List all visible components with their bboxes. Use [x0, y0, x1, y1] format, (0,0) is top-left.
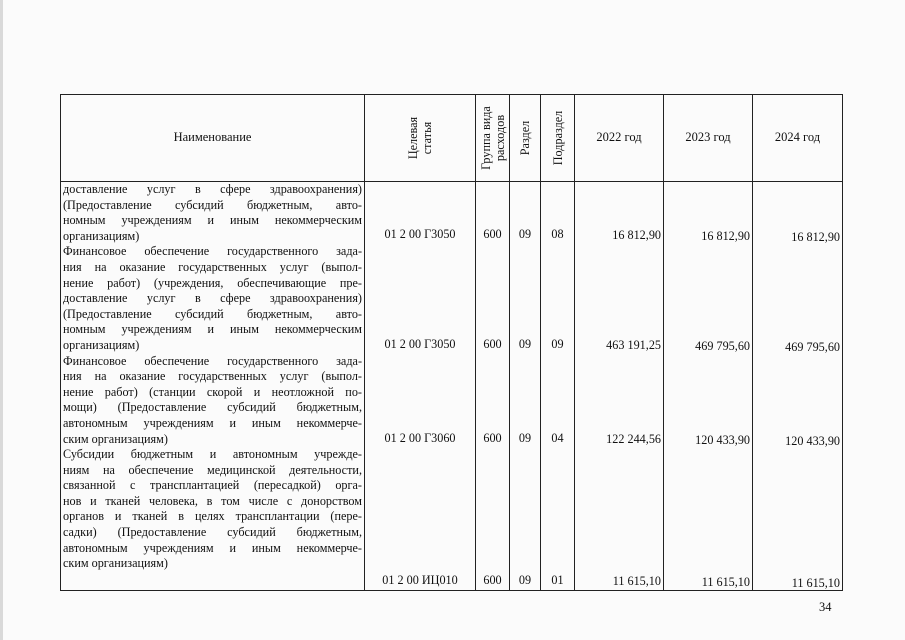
section-cell: 09	[518, 573, 532, 587]
section-cell: 09	[518, 337, 532, 351]
year-2022-column	[575, 182, 664, 591]
amount-2022-cell: 16 812,90	[612, 228, 661, 242]
target-article-cell: 01 2 00 ИЦ010	[382, 573, 458, 587]
page-number: 34	[819, 600, 832, 614]
name-line: автономным учреждениям и иным некоммерче-	[63, 415, 362, 430]
target-article-cell: 01 2 00 Г3060	[384, 431, 456, 445]
target-article-cell: 01 2 00 Г3050	[384, 337, 456, 351]
name-line: номным учреждениям и иным некоммерческим	[63, 213, 362, 228]
amount-2023-cell: 469 795,60	[695, 339, 750, 353]
subsection-cell: 09	[551, 337, 564, 351]
name-line: организациям)	[63, 228, 140, 243]
header-name: Наименование	[61, 95, 365, 182]
header-expense-group	[476, 95, 510, 182]
name-line: Финансовое обеспечение государственного зада-	[63, 353, 362, 368]
target-article-cell: 01 2 00 Г3050	[384, 227, 456, 241]
header-target-line-1: Целевая	[406, 116, 420, 160]
header-target-line-2: статья	[420, 121, 434, 155]
target-article-column	[365, 182, 476, 591]
expense-group-cell: 600	[483, 337, 502, 351]
name-column	[61, 182, 365, 591]
amount-2024-cell: 120 433,90	[785, 434, 840, 448]
entry-row-1	[63, 244, 362, 353]
amount-2024-cell: 469 795,60	[785, 340, 840, 354]
header-expense-group-line-2: расходов	[492, 114, 507, 162]
name-line: доставление услуг в сфере здравоохранения)	[63, 182, 362, 196]
name-line: нов и тканей человека, в том числе с донорством	[63, 493, 362, 508]
name-line: нение работ) (учреждения, обеспечивающие пре-	[63, 275, 362, 290]
amount-2023-cell: 16 812,90	[701, 229, 750, 243]
name-line: Финансовое обеспечение государственного зада-	[63, 244, 362, 259]
name-line: мощи) (Предоставление субсидий бюджетным,	[63, 400, 362, 415]
subsection-cell: 04	[551, 431, 564, 445]
name-line: нение работ) (станции скорой и неотложной по-	[63, 384, 362, 399]
header-year-2024: 2024 год	[753, 95, 843, 182]
entry-row-3	[63, 447, 362, 572]
name-line: садки) (Предоставление субсидий бюджетным,	[63, 525, 362, 540]
expense-group-cell: 600	[483, 227, 502, 241]
name-line: номным учреждениям и иным некоммерческим	[63, 322, 362, 337]
subsection-column	[541, 182, 575, 591]
table-body-row	[61, 182, 843, 591]
amount-2023-cell: 120 433,90	[695, 433, 750, 447]
name-line: (Предоставление субсидий бюджетным, авто-	[63, 306, 362, 321]
section-cell: 09	[518, 431, 532, 445]
header-subsection-label: Подраздел	[550, 110, 565, 166]
amount-2022-cell: 11 615,10	[612, 574, 661, 588]
header-year-2022: 2022 год	[575, 95, 664, 182]
header-year-2023: 2023 год	[664, 95, 753, 182]
amount-2022-cell: 463 191,25	[606, 338, 661, 352]
entry-row-2	[63, 354, 362, 448]
year-2024-column	[753, 182, 843, 591]
expense-group-cell: 600	[483, 431, 502, 445]
budget-table	[60, 94, 843, 591]
amount-2023-cell: 11 615,10	[701, 575, 750, 589]
amount-2022-cell: 122 244,56	[606, 432, 661, 446]
entry-row-0	[63, 182, 362, 244]
header-expense-group-line-1: Группа вида	[478, 106, 493, 170]
header-section-label: Раздел	[518, 120, 532, 156]
amount-2024-cell: 16 812,90	[791, 230, 840, 244]
amount-2024-cell: 11 615,10	[791, 576, 840, 590]
name-line: организациям)	[63, 337, 140, 352]
name-line: ским организациям)	[63, 431, 168, 446]
section-column	[510, 182, 541, 591]
name-line: ским организациям)	[63, 556, 168, 571]
name-line: ния на оказание государственных услуг (выпол-	[63, 259, 362, 274]
year-2023-column	[664, 182, 753, 591]
header-section	[510, 95, 541, 182]
name-line: доставление услуг в сфере здравоохранения)	[63, 291, 362, 306]
header-subsection	[541, 95, 575, 182]
name-line: органов и тканей в целях трансплантации (пере-	[63, 509, 362, 524]
header-target-article	[365, 95, 476, 182]
subsection-cell: 01	[551, 573, 564, 587]
section-cell: 09	[518, 227, 532, 241]
table-header	[61, 95, 843, 182]
subsection-cell: 08	[551, 227, 564, 241]
name-line: связанной с трансплантацией (пересадкой) орга-	[63, 478, 362, 493]
scan-page-edge	[0, 0, 3, 640]
name-line: ния на оказание государственных услуг (выпол-	[63, 369, 362, 384]
expense-group-column	[476, 182, 510, 591]
name-line: автономным учреждениям и иным некоммерче-	[63, 540, 362, 555]
name-line: ниям на обеспечение медицинской деятельности,	[63, 462, 362, 477]
expense-group-cell: 600	[483, 573, 502, 587]
name-line: Субсидии бюджетным и автономным учрежде-	[63, 447, 362, 462]
name-line: (Предоставление субсидий бюджетным, авто-	[63, 197, 362, 212]
